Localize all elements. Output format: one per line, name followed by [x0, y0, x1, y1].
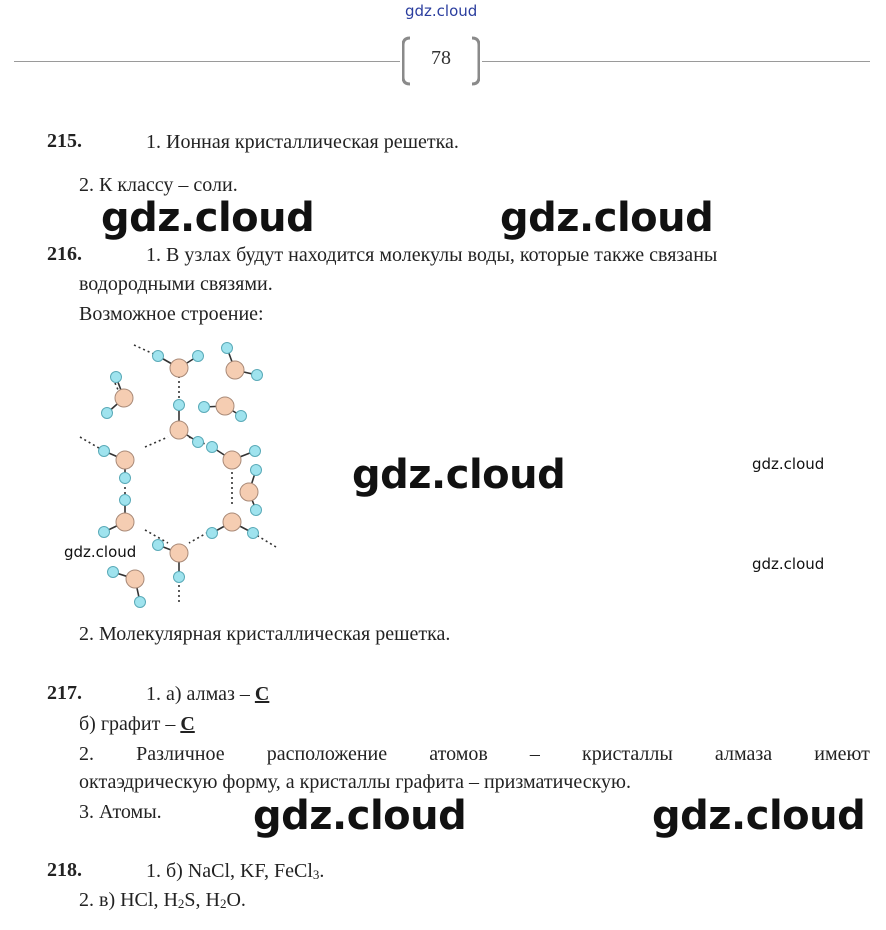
task-number-218: 218. — [47, 859, 82, 881]
word: кристаллы — [582, 743, 673, 765]
task-number-215: 215. — [47, 130, 82, 152]
subscript: 2 — [219, 896, 227, 911]
task-217-line-3: октаэдрическую форму, а кристаллы графита – призматическую. — [79, 771, 631, 793]
watermark: gdz.cloud — [64, 543, 137, 561]
task-number-217: 217. — [47, 682, 82, 704]
task-216-line-4: 2. Молекулярная кристаллическая решетка. — [79, 623, 451, 645]
site-link[interactable]: gdz.cloud — [405, 2, 478, 20]
task-number-216: 216. — [47, 243, 82, 265]
word: алмаза — [714, 743, 773, 765]
word: – — [529, 743, 540, 765]
word: имеют — [814, 743, 870, 765]
task-216-line-2: водородными связями. — [79, 273, 273, 295]
watermark: gdz.cloud — [652, 793, 866, 839]
formula-text: S, H — [184, 889, 220, 911]
task-215-line-1: 1. Ионная кристаллическая решетка. — [146, 131, 459, 153]
task-218-line-1 — [146, 859, 324, 883]
task-218-line-2 — [79, 888, 246, 912]
word: расположение — [266, 743, 388, 765]
task-217-b-text: б) графит – — [79, 713, 176, 735]
word: атомов — [429, 743, 488, 765]
word: Различное — [136, 743, 225, 765]
watermark: gdz.cloud — [253, 793, 467, 839]
task-216-line-1: 1. В узлах будут находится молекулы воды, которые также связаны — [146, 244, 718, 266]
task-217-a-answer: С — [254, 683, 270, 705]
watermark: gdz.cloud — [101, 195, 315, 241]
task-216-line-3: Возможное строение: — [79, 303, 264, 325]
formula-text: . — [319, 860, 325, 882]
subscript: 3 — [312, 867, 320, 882]
watermark: gdz.cloud — [352, 452, 566, 498]
task-217-line-b — [79, 712, 195, 736]
subscript: 2 — [177, 896, 185, 911]
word: 2. — [79, 743, 94, 765]
watermark: gdz.cloud — [500, 195, 714, 241]
task-215-line-2: 2. К классу – соли. — [79, 174, 238, 196]
watermark: gdz.cloud — [752, 555, 825, 573]
task-217-line-a — [146, 682, 269, 706]
formula-text: 1. б) NaCl, KF, FeCl — [146, 860, 313, 882]
watermark: gdz.cloud — [752, 455, 825, 473]
task-217-line-4: 3. Атомы. — [79, 801, 162, 823]
task-217-b-answer: С — [180, 713, 195, 735]
task-217-line-2 — [79, 742, 870, 766]
formula-text: 2. в) HCl, H — [79, 889, 178, 911]
task-217-a-text: 1. а) алмаз – — [146, 683, 250, 705]
formula-text: O. — [226, 889, 246, 911]
page-number: 78 — [431, 47, 451, 69]
